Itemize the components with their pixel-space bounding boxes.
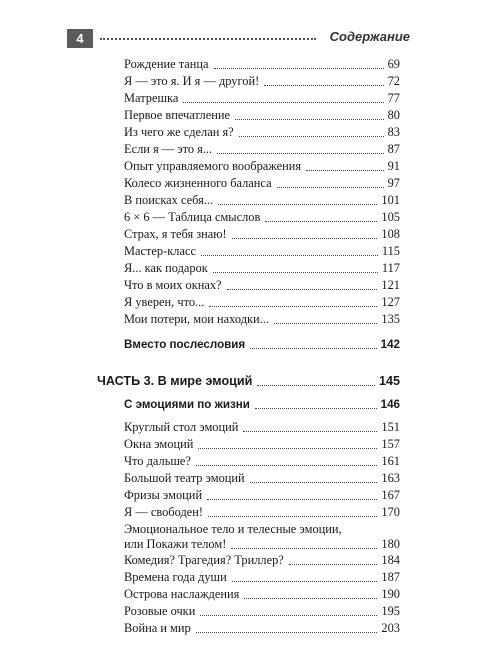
dot-leader bbox=[183, 102, 383, 103]
toc-page: 184 bbox=[381, 553, 400, 567]
toc-title: С эмоциями по жизни bbox=[124, 398, 250, 411]
toc-title: Если я — это я... bbox=[124, 142, 213, 156]
toc-page: 121 bbox=[381, 278, 400, 292]
toc-title: Окна эмоций bbox=[124, 437, 194, 451]
toc-title-line-1: Эмоциональное тело и телесные эмоции, bbox=[124, 522, 342, 536]
toc-entry bbox=[124, 193, 400, 208]
toc-page: 91 bbox=[387, 159, 400, 173]
dot-leader bbox=[231, 548, 377, 549]
dot-leader bbox=[200, 615, 377, 616]
toc-entry bbox=[124, 244, 400, 259]
toc-title: Рождение танца bbox=[124, 57, 209, 71]
toc-entry bbox=[124, 108, 400, 123]
dot-leader bbox=[208, 516, 377, 517]
toc-title: Круглый стол эмоций bbox=[124, 420, 239, 434]
toc-page: 105 bbox=[381, 210, 400, 224]
toc-entry bbox=[124, 570, 400, 585]
toc-title: Из чего же сделан я? bbox=[124, 125, 234, 139]
running-head: Содержание bbox=[329, 29, 410, 44]
toc-page: 80 bbox=[387, 108, 400, 122]
toc-entry bbox=[124, 142, 400, 157]
toc-entry bbox=[124, 295, 400, 310]
dot-leader bbox=[217, 153, 383, 154]
toc-entry-afterword bbox=[124, 337, 400, 352]
toc-entry bbox=[124, 471, 400, 486]
dot-leader bbox=[289, 564, 378, 565]
toc-entry bbox=[124, 604, 400, 619]
toc-page: 72 bbox=[387, 74, 400, 88]
dot-leader bbox=[209, 306, 377, 307]
toc-entry bbox=[124, 210, 400, 225]
toc-entry bbox=[124, 488, 400, 503]
toc-title: Матрешка bbox=[124, 91, 179, 105]
toc-entry bbox=[124, 159, 400, 174]
toc-entry bbox=[124, 176, 400, 191]
toc-title: Первое впечатление bbox=[124, 108, 230, 122]
dot-leader bbox=[274, 323, 377, 324]
dot-leader bbox=[250, 482, 378, 483]
toc-title: Я — свободен! bbox=[124, 505, 204, 519]
toc-page: 101 bbox=[381, 193, 400, 207]
dot-leader bbox=[232, 238, 378, 239]
dot-leader bbox=[257, 385, 375, 386]
toc-page: 87 bbox=[387, 142, 400, 156]
toc-page: 77 bbox=[387, 91, 400, 105]
toc-page: 108 bbox=[381, 227, 400, 241]
toc-page: 135 bbox=[381, 312, 400, 326]
toc-title-line-2-row bbox=[124, 537, 400, 552]
toc-page: 83 bbox=[387, 125, 400, 139]
toc-title: Что дальше? bbox=[124, 454, 191, 468]
toc-title: 6 × 6 — Таблица смыслов bbox=[124, 210, 261, 224]
toc-entry bbox=[124, 505, 400, 520]
dot-leader bbox=[198, 448, 377, 449]
toc-page: 142 bbox=[380, 338, 400, 351]
toc-page: 97 bbox=[387, 176, 400, 190]
toc-page: 115 bbox=[381, 244, 400, 258]
dot-leader bbox=[255, 408, 377, 409]
toc-title: Что в моих окнах? bbox=[124, 278, 222, 292]
toc-title: Розовые очки bbox=[124, 604, 196, 618]
toc-page: 203 bbox=[381, 621, 400, 635]
toc-title: Я уверен, что... bbox=[124, 295, 205, 309]
toc-page: 190 bbox=[381, 587, 400, 601]
toc-title: Страх, я тебя знаю! bbox=[124, 227, 227, 241]
toc-entry bbox=[124, 587, 400, 602]
toc-title: Я — это я. И я — другой! bbox=[124, 74, 260, 88]
dot-leader bbox=[250, 348, 376, 349]
toc-title: Колесо жизненного баланса bbox=[124, 176, 272, 190]
toc-title: В поисках себя... bbox=[124, 193, 214, 207]
toc-title: Мои потери, мои находки... bbox=[124, 312, 269, 326]
toc-entry-wrapped bbox=[124, 522, 400, 552]
page-number: 4 bbox=[67, 29, 93, 48]
toc-entry bbox=[124, 621, 400, 636]
dot-leader bbox=[213, 272, 378, 273]
dot-leader bbox=[243, 431, 377, 432]
toc-page: 180 bbox=[381, 537, 400, 551]
toc-entry bbox=[124, 278, 400, 293]
toc-title: Я... как подарок bbox=[124, 261, 208, 275]
toc-page: 163 bbox=[381, 471, 400, 485]
toc-entry bbox=[124, 437, 400, 452]
toc-page: 69 bbox=[387, 57, 400, 71]
dot-leader bbox=[264, 85, 383, 86]
toc-title: Опыт управляемого воображения bbox=[124, 159, 302, 173]
toc-page: 146 bbox=[380, 398, 400, 411]
toc-entry bbox=[124, 91, 400, 106]
dot-leader bbox=[196, 465, 378, 466]
dot-leader bbox=[232, 581, 378, 582]
toc-entry bbox=[124, 420, 400, 435]
dot-leader bbox=[244, 598, 377, 599]
toc-page: 117 bbox=[381, 261, 400, 275]
dot-leader bbox=[235, 119, 384, 120]
dot-leader bbox=[239, 136, 384, 137]
toc-title: Острова наслаждения bbox=[124, 587, 240, 601]
toc-page: 167 bbox=[381, 488, 400, 502]
toc-entry bbox=[124, 261, 400, 276]
toc-title: Комедия? Трагедия? Триллер? bbox=[124, 553, 284, 567]
dot-leader bbox=[196, 632, 378, 633]
toc-entry bbox=[124, 454, 400, 469]
header-dot-leader bbox=[100, 38, 316, 40]
toc-entry bbox=[124, 312, 400, 327]
dot-leader bbox=[277, 187, 384, 188]
dot-leader bbox=[201, 255, 378, 256]
toc-title: Вместо послесловия bbox=[124, 338, 246, 351]
toc-entry bbox=[124, 227, 400, 242]
toc-page: 170 bbox=[381, 505, 400, 519]
toc-page: 145 bbox=[378, 374, 400, 388]
dot-leader bbox=[214, 68, 384, 69]
dot-leader bbox=[207, 499, 377, 500]
toc-entry bbox=[124, 57, 400, 72]
dot-leader bbox=[306, 170, 383, 171]
toc-page: 161 bbox=[381, 454, 400, 468]
toc-title: ЧАСТЬ 3. В мире эмоций bbox=[97, 374, 253, 388]
toc-title: Война и мир bbox=[124, 621, 191, 635]
dot-leader bbox=[227, 289, 378, 290]
toc-entry bbox=[124, 125, 400, 140]
toc-entry bbox=[124, 74, 400, 89]
dot-leader bbox=[218, 204, 377, 205]
toc-page: 127 bbox=[381, 295, 400, 309]
toc-title: Фризы эмоций bbox=[124, 488, 203, 502]
toc-entry bbox=[124, 553, 400, 568]
toc-title-line-2: или Покажи телом! bbox=[124, 537, 227, 551]
toc-title: Времена года души bbox=[124, 570, 227, 584]
toc-page: 195 bbox=[381, 604, 400, 618]
toc-entry-section-intro bbox=[124, 397, 400, 412]
toc-page: 157 bbox=[381, 437, 400, 451]
toc-page: 151 bbox=[381, 420, 400, 434]
dot-leader bbox=[265, 221, 377, 222]
toc-title: Большой театр эмоций bbox=[124, 471, 245, 485]
toc-page: 187 bbox=[381, 570, 400, 584]
toc-title: Мастер-класс bbox=[124, 244, 196, 258]
toc-part-heading bbox=[97, 374, 400, 389]
